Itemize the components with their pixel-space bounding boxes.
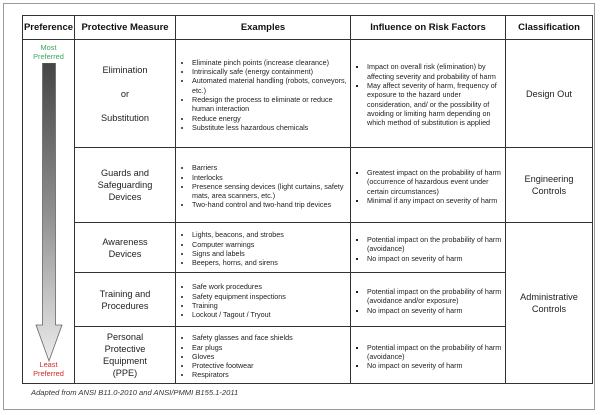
list-item: • Presence sensing devices (light curtains, safety mats, area scanners, etc.) xyxy=(192,182,348,201)
list-item: • Gloves xyxy=(192,352,348,361)
list-item: • Ear plugs xyxy=(192,343,348,352)
list-item: • Computer warnings xyxy=(192,240,348,249)
list-item: • Reduce energy xyxy=(192,114,348,123)
list-item: • Safe work procedures xyxy=(192,282,348,291)
classification-design-out: Design Out xyxy=(506,40,593,148)
list-item: ▪ No impact on severity of harm xyxy=(367,306,503,315)
list-item: • Lockout / Tagout / Tryout xyxy=(192,310,348,319)
table-row xyxy=(23,148,593,223)
list-item: • Beepers, horns, and sirens xyxy=(192,258,348,267)
influence-awareness xyxy=(351,223,506,273)
list-item: • Intrinsically safe (energy containment) xyxy=(192,67,348,76)
influence-ppe xyxy=(351,327,506,384)
list-item: • Barriers xyxy=(192,163,348,172)
list-item: ▪ No impact on severity of harm xyxy=(367,254,503,263)
list-item: ▪ Potential impact on the probability of harm (avoidance) xyxy=(367,343,503,362)
examples-elimination xyxy=(176,40,351,148)
list-item: • Safety equipment inspections xyxy=(192,292,348,301)
list-item: • Redesign the process to eliminate or reduce human interaction xyxy=(192,95,348,114)
measure-training: Training and Procedures xyxy=(75,273,176,327)
influence-elimination xyxy=(351,40,506,148)
examples-ppe xyxy=(176,327,351,384)
preference-header: Preference xyxy=(23,16,75,40)
source-footnote: Adapted from ANSI B11.0-2010 and ANSI/PMMI B155.1-2011 xyxy=(31,388,239,397)
list-item: • Respirators xyxy=(192,370,348,379)
list-item: • Protective footwear xyxy=(192,361,348,370)
measure-awareness: Awareness Devices xyxy=(75,223,176,273)
examples-header: Examples xyxy=(176,16,351,40)
list-item: ▪ Minimal if any impact on severity of harm xyxy=(367,196,503,205)
influence-header: Influence on Risk Factors xyxy=(351,16,506,40)
list-item: • Lights, beacons, and strobes xyxy=(192,230,348,239)
table-row xyxy=(23,40,593,148)
list-item: • Safety glasses and face shields xyxy=(192,333,348,342)
list-item: • Interlocks xyxy=(192,173,348,182)
list-item: ▪ No impact on severity of harm xyxy=(367,361,503,370)
list-item: ▪ Impact on overall risk (elimination) by affecting severity and probability of harm xyxy=(367,62,503,81)
list-item: • Training xyxy=(192,301,348,310)
protective-measure-header: Protective Measure xyxy=(75,16,176,40)
influence-training xyxy=(351,273,506,327)
classification-administrative-controls: Administrative Controls xyxy=(506,223,593,384)
list-item: ▪ Potential impact on the probability of harm (avoidance) xyxy=(367,235,503,254)
list-item: • Signs and labels xyxy=(192,249,348,258)
list-item: ▪ May affect severity of harm, frequency of exposure to the hazard under consideration, and/ or the possibility of avoiding or limiting harm depending on which method of substitution is applied xyxy=(367,81,503,127)
examples-awareness xyxy=(176,223,351,273)
risk-reduction-hierarchy-table xyxy=(22,15,593,384)
list-item: ▪ Greatest impact on the probability of harm (occurrence of hazardous event under certain circumstances) xyxy=(367,168,503,196)
least-preferred-label: Least Preferred xyxy=(33,360,64,378)
list-item: • Two-hand control and two-hand trip devices xyxy=(192,200,348,209)
most-preferred-label: Most Preferred xyxy=(33,43,64,61)
list-item: ▪ Potential impact on the probability of harm (avoidance and/or exposure) xyxy=(367,287,503,306)
header-row xyxy=(23,16,593,40)
table-row xyxy=(23,223,593,273)
measure-ppe: Personal Protective Equipment (PPE) xyxy=(75,327,176,384)
list-item: • Automated material handling (robots, conveyors, etc.) xyxy=(192,76,348,95)
preference-arrow-icon xyxy=(34,63,64,363)
classification-engineering-controls: Engineering Controls xyxy=(506,148,593,223)
measure-guards: Guards and Safeguarding Devices xyxy=(75,148,176,223)
classification-header: Classification xyxy=(506,16,593,40)
preference-column xyxy=(23,40,75,384)
figure-frame xyxy=(3,3,595,410)
influence-guards xyxy=(351,148,506,223)
measure-elimination: Elimination or Substitution xyxy=(75,40,176,148)
examples-guards xyxy=(176,148,351,223)
examples-training xyxy=(176,273,351,327)
list-item: • Eliminate pinch points (increase clearance) xyxy=(192,58,348,67)
list-item: • Substitute less hazardous chemicals xyxy=(192,123,348,132)
